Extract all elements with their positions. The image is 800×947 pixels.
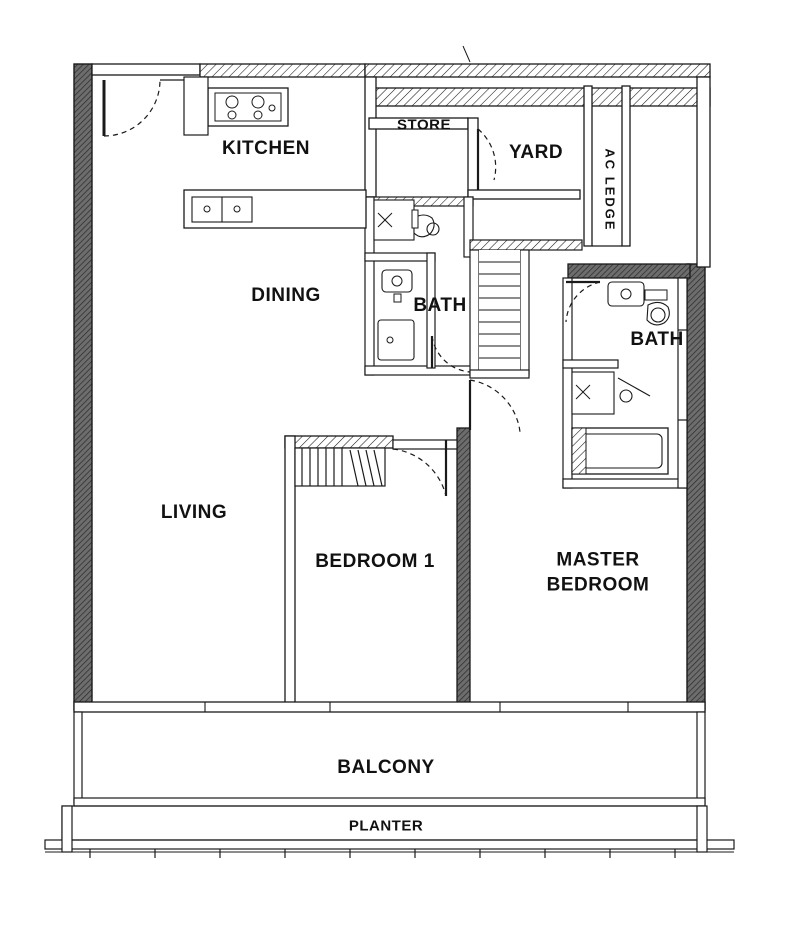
- room-label-kitchen: KITCHEN: [222, 138, 310, 160]
- master-bedroom-line-2: BEDROOM: [546, 574, 650, 595]
- room-label-bedroom-1: BEDROOM 1: [315, 551, 435, 573]
- room-label-store: STORE: [397, 116, 451, 134]
- room-label-planter: PLANTER: [348, 817, 424, 835]
- exterior-walls: [74, 64, 710, 710]
- room-label-dining: DINING: [251, 285, 321, 307]
- room-label-yard: YARD: [508, 142, 564, 164]
- room-label-ac-ledge: AC LEDGE: [602, 148, 618, 232]
- master-bedroom-line-1: MASTER: [556, 549, 640, 571]
- room-label-living: LIVING: [160, 502, 228, 524]
- room-label-balcony: BALCONY: [337, 757, 435, 779]
- room-label-bath-master: BATH: [630, 329, 684, 351]
- room-label-bath-common: BATH: [413, 295, 467, 317]
